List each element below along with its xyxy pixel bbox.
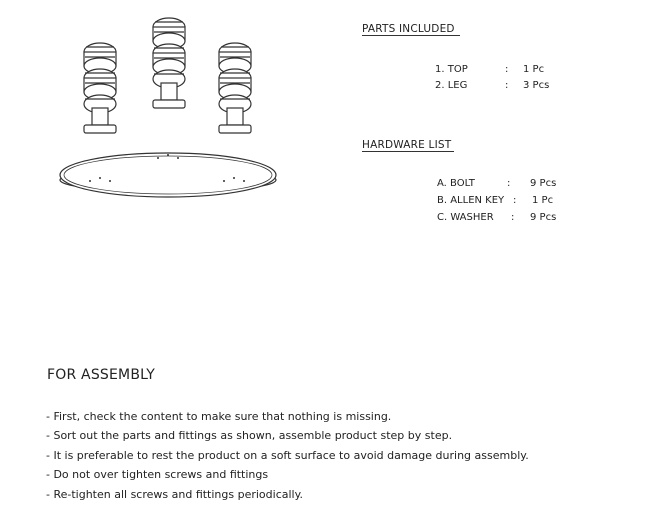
hardware-separator: :	[513, 195, 517, 206]
part-label: 1. TOP	[435, 64, 468, 75]
part-quantity: 1 Pc	[523, 64, 545, 75]
parts-included-heading: PARTS INCLUDED	[362, 23, 455, 35]
assembly-note: - Sort out the parts and fittings as shown, assemble product step by step.	[46, 429, 453, 443]
assembly-note: - Do not over tighten screws and fittings	[46, 468, 269, 482]
part-separator: :	[505, 80, 509, 91]
hardware-quantity: 9 Pcs	[530, 178, 557, 189]
hardware-quantity: 9 Pcs	[530, 212, 557, 223]
leg-illustration-left	[84, 43, 116, 133]
leg-illustration-middle	[153, 18, 185, 108]
hardware-label: A. BOLT	[437, 178, 475, 189]
part-quantity: 3 Pcs	[523, 80, 550, 91]
hardware-quantity: 1 Pc	[532, 195, 554, 206]
hardware-separator: :	[511, 212, 515, 223]
table-top-illustration	[60, 153, 276, 197]
part-label: 2. LEG	[435, 80, 468, 91]
hardware-list-heading: HARDWARE LIST	[362, 139, 452, 151]
assembly-note: - First, check the content to make sure that nothing is missing.	[46, 410, 392, 423]
hardware-separator: :	[507, 178, 511, 189]
leg-illustration-right	[219, 43, 251, 133]
assembly-title: FOR ASSEMBLY	[47, 367, 156, 383]
hardware-list-underline	[362, 151, 454, 152]
assembly-note: - It is preferable to rest the product on a soft surface to avoid damage during assembly.	[46, 448, 529, 462]
parts-included-underline	[362, 35, 460, 36]
assembly-notes	[46, 407, 529, 504]
part-separator: :	[505, 64, 509, 75]
hardware-label: B. ALLEN KEY	[437, 195, 505, 206]
hardware-label: C. WASHER	[437, 212, 494, 223]
assembly-note: - Re-tighten all screws and fittings periodically.	[46, 487, 304, 501]
